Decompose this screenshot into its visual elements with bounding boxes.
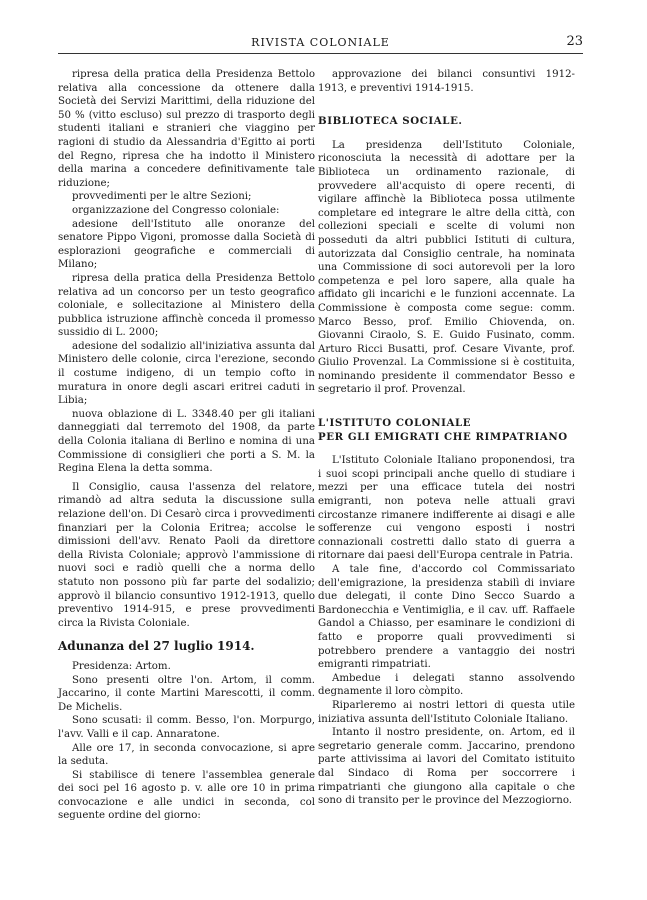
journal-title: RIVISTA COLONIALE	[251, 36, 390, 49]
paragraph: A tale fine, d'accordo col Commissariato dell'emigrazione, la presidenza stabilì di inviare due delegati, il conte Dino Secco Suardo a Bardonecchia e Ventimiglia, e il cav. uff. Raffaele Gandol a Chiasso, per esaminare le condizioni di fatto e proporre quali provvedimenti si potrebbero prendere a vantaggio dei nostri emigranti rimpatriati.	[318, 564, 575, 671]
section-heading: BIBLIOTECA SOCIALE.	[318, 115, 463, 128]
header-rule	[58, 53, 583, 54]
running-header	[58, 34, 583, 52]
paragraph: ripresa della pratica della Presidenza Bettolo relativa alla concessione da ottenere dalla Società dei Servizi Marittimi, della riduzione del 50 % (vitto escluso) sul prezzo di trasporto degli studenti italiani e stranieri che viaggino per ragioni di studio da Alessandria d'Egitto ai porti del Regno, ripresa che ha indotto il Ministero della marina a concedere definitivamente tale riduzione;	[58, 69, 315, 189]
paragraph: approvazione dei bilanci consuntivi 1912-1913, e preventivi 1914-1915.	[318, 69, 575, 94]
paragraph: Presidenza: Artom.	[72, 660, 171, 672]
section-heading: L'ISTITUTO COLONIALE	[318, 417, 472, 430]
page-number: 23	[566, 34, 583, 49]
paragraph: L'Istituto Coloniale Italiano proponendosi, tra i suoi scopi principali anche quello di studiare i mezzi per una efficace tutela dei nostri emigranti, non poteva nelle attuali gravi circostanze rimanere indifferente ai disagi e alle sofferenze cui vengono esposti i nostri connazionali costretti dallo stato di guerra a ritornare dai paesi dell'Europa centrale in Patria.	[318, 455, 575, 562]
paragraph: Intanto il nostro presidente, on. Artom, ed il segretario generale comm. Jaccarino, prendono parte attivissima ai lavori del Comitato istituito dal Sindaco di Roma per soccorrere i rimpatrianti che giungono alla capitale o che sono di transito per le province del Mezzogiorno.	[318, 727, 575, 807]
paragraph: Sono presenti oltre l'on. Artom, il comm. Jaccarino, il conte Martini Marescotti, il comm. De Michelis.	[58, 674, 315, 713]
paragraph: Ambedue i delegati stanno assolvendo degnamente il loro còmpito.	[318, 672, 575, 698]
paragraph: Sono scusati: il comm. Besso, l'on. Morpurgo, l'avv. Valli e il cap. Annaratone.	[58, 715, 315, 740]
left-column	[58, 68, 315, 823]
paragraph: organizzazione del Congresso coloniale:	[72, 204, 280, 216]
section-heading: Adunanza del 27 luglio 1914.	[58, 639, 255, 654]
paragraph: adesione del sodalizio all'iniziativa assunta dal Ministero delle colonie, circa l'erezione, secondo il costume indigeno, di un tempio cofto in muratura in onore degli ascari eritrei caduti in Libia;	[58, 340, 315, 407]
paragraph: adesione dell'Istituto alle onoranze del senatore Pippo Vigoni, promosse dalla Società di esplorazioni geografiche e commerciali di Milano;	[58, 218, 315, 271]
paragraph: ripresa della pratica della Presidenza Bettolo relativa ad un concorso per un testo geografico coloniale, e sollecitazione al Ministero della pubblica istruzione affinchè conceda il promesso sussidio di L. 2000;	[58, 272, 315, 339]
paragraph: Il Consiglio, causa l'assenza del relatore, rimandò ad altra seduta la discussione sulla relazione dell'on. Di Cesarò circa i provvedimenti finanziari per la Colonia Eritrea; accolse le dimissioni dell'avv. Renato Paoli da direttore della Rivista Coloniale; approvò l'ammissione di nuovi soci e radiò quelli che a norma dello statuto non possono più far parte del sodalizio; approvò il bilancio consuntivo 1912-1913, quello preventivo 1914-915, e prese provvedimenti circa la Rivista Coloniale.	[58, 481, 315, 629]
paragraph: Si stabilisce di tenere l'assemblea generale dei soci pel 16 agosto p. v. alle ore 10 in prima convocazione e alle undici in seconda, col seguente ordine del giorno:	[58, 769, 315, 822]
section-subheading: PER GLI EMIGRATI CHE RIMPATRIANO	[318, 430, 568, 443]
paragraph: provvedimenti per le altre Sezioni;	[72, 191, 252, 203]
paragraph: La presidenza dell'Istituto Coloniale, riconosciuta la necessità di adottare per la Biblioteca un ordinamento razionale, di provvedere all'acquisto di opere recenti, di vigilare affinchè la Biblioteca possa utilmente completare ed integrare le altre della città, con collezioni speciali e scelte di volumi non posseduti da altri pubblici Istituti di cultura, autorizzata dal Consiglio centrale, ha nominata una Commissione di soci autorevoli per la loro competenza e pel loro sapere, alla quale ha affidato gli incarichi e le funzioni accennate. La Commissione è composta come segue: comm. Marco Besso, prof. Emilio Chiovenda, on. Giovanni Ciraolo, S. E. Guido Fusinato, comm. Arturo Ricci Busatti, prof. Cesare Vivante, prof. Giulio Provenzal. La Commissione si è costituita, nominando presidente il commendator Besso e segretario il prof. Provenzal.	[318, 139, 575, 396]
paragraph: Riparleremo ai nostri lettori di questa utile iniziativa assunta dell'Istituto Coloniale Italiano.	[318, 699, 575, 725]
paragraph: nuova oblazione di L. 3348.40 per gli italiani danneggiati dal terremoto del 1908, da parte della Colonia italiana di Berlino e nomina di una Commissione di consiglieri che porti a S. M. la Regina Elena la detta somma.	[58, 408, 315, 475]
paragraph: Alle ore 17, in seconda convocazione, si apre la seduta.	[58, 742, 315, 768]
right-column	[318, 68, 575, 808]
